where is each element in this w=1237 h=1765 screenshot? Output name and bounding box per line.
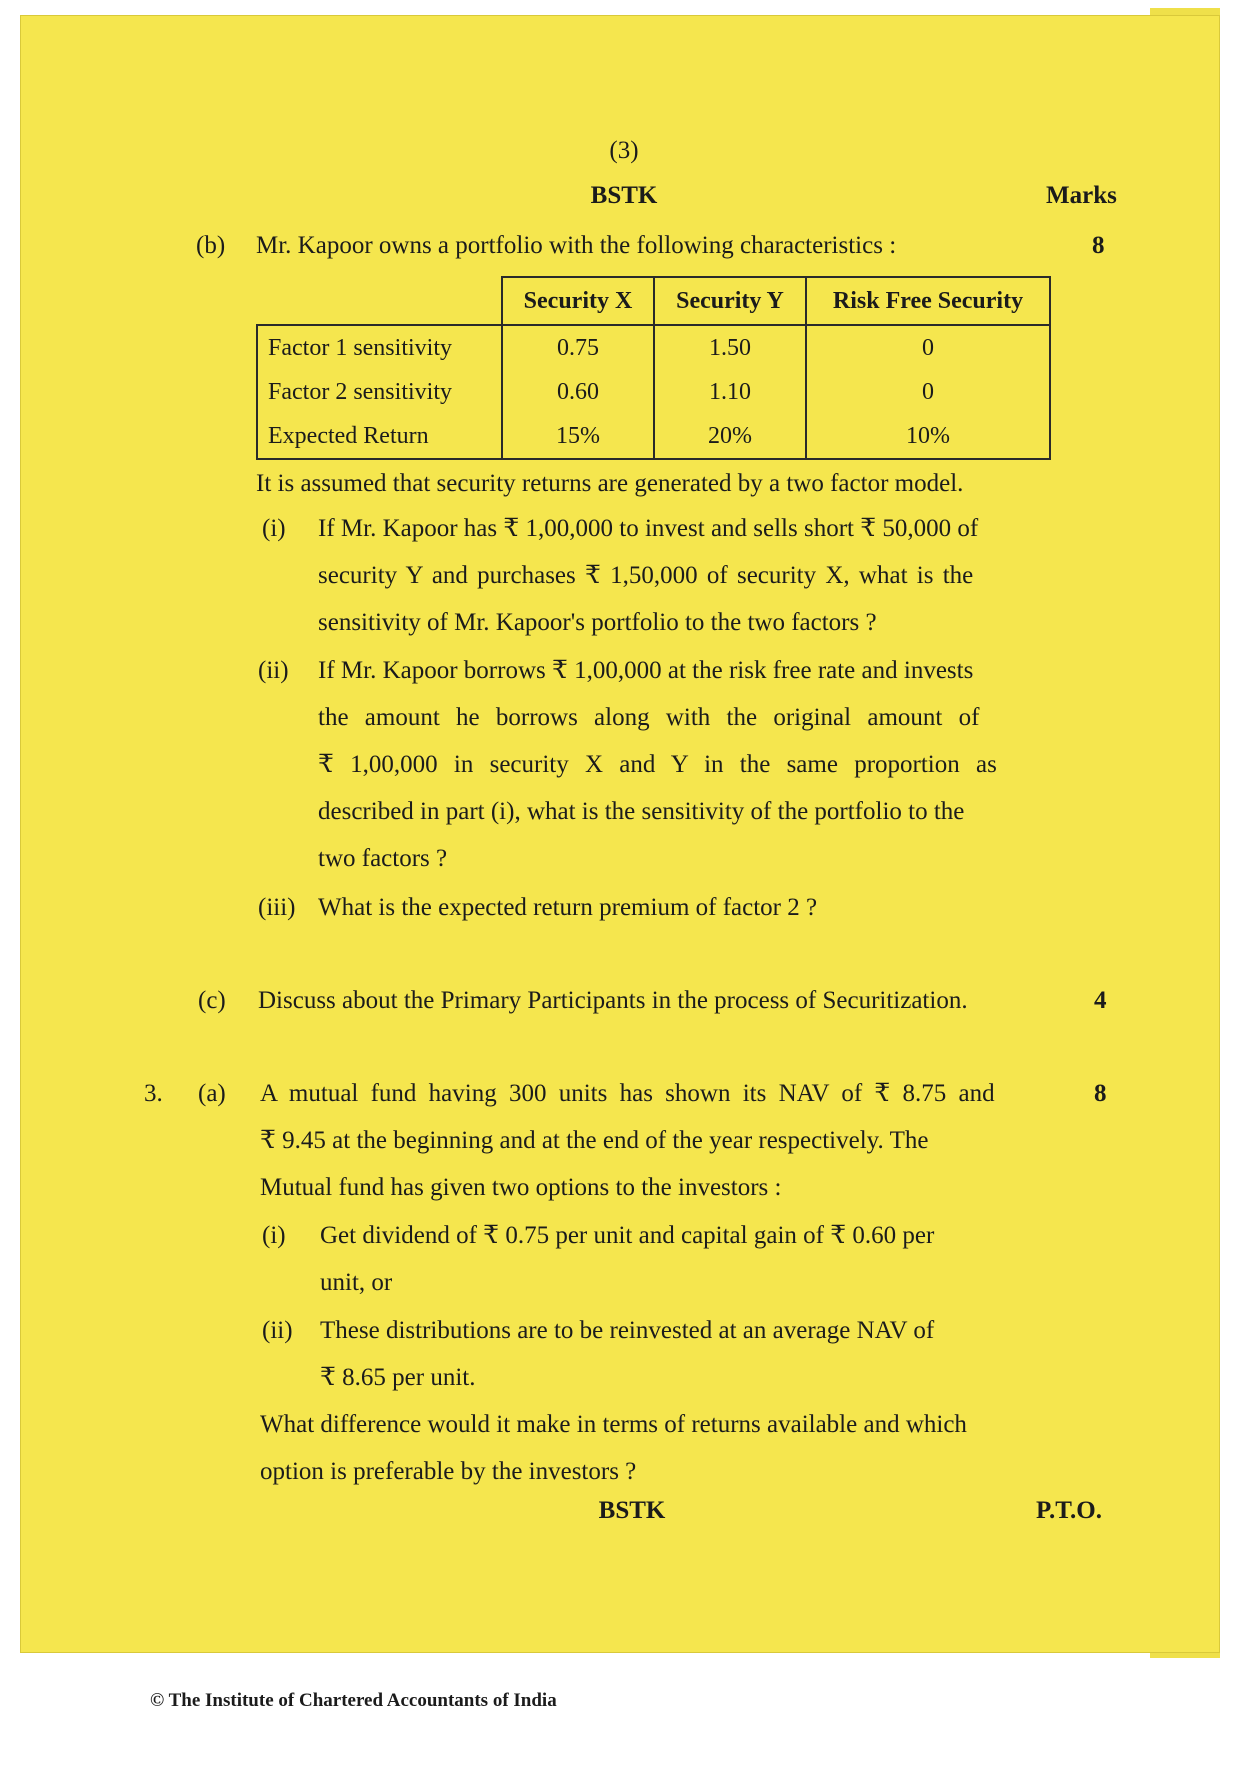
- table-row: [257, 325, 1050, 370]
- pto-label: P.T.O.: [1036, 1497, 1102, 1524]
- q3a-option-ii-label: (ii): [262, 1317, 293, 1344]
- q2b-part-iii-text: What is the expected return premium of factor 2 ?: [318, 894, 818, 921]
- table-cell: 0.60: [502, 370, 654, 414]
- table-cell: 0.75: [502, 325, 654, 370]
- table-cell: 10%: [806, 414, 1050, 459]
- table-cell: 20%: [654, 414, 806, 459]
- table-header-row: [257, 277, 1050, 325]
- table-row: [257, 370, 1050, 414]
- table-cell: 15%: [502, 414, 654, 459]
- table-header-cell: Security X: [502, 277, 654, 325]
- q2c-marks: 4: [1094, 987, 1107, 1014]
- table-header-cell: Risk Free Security: [806, 277, 1050, 325]
- portfolio-characteristics-table: [256, 276, 1051, 460]
- copyright-notice: © The Institute of Chartered Accountants of India: [150, 1690, 557, 1711]
- table-header-cell: Security Y: [654, 277, 806, 325]
- q3a-option-ii-text: These distributions are to be reinvested at an average NAV of ₹ 8.65 per unit.: [320, 1317, 935, 1391]
- q2b-label: (b): [196, 232, 226, 259]
- table-cell: Factor 2 sensitivity: [257, 370, 502, 414]
- q2c-text: Discuss about the Primary Participants in the process of Securitization.: [258, 987, 968, 1014]
- q3a-stem: A mutual fund having 300 units has shown its NAV of ₹ 8.75 and ₹ 9.45 at the beginning and at the end of the year respectively. The Mutual fund has given two options to the investors :: [260, 1080, 995, 1201]
- page-number: (3): [609, 137, 639, 164]
- q3a-label: (a): [198, 1080, 226, 1107]
- q2b-marks: 8: [1092, 232, 1105, 259]
- q2b-part-ii-label: (ii): [258, 657, 289, 684]
- table-cell: Factor 1 sensitivity: [257, 325, 502, 370]
- table-row: [257, 414, 1050, 459]
- q2b-part-ii-text: If Mr. Kapoor borrows ₹ 1,00,000 at the risk free rate and invests the amount he borrows along with the original amount of ₹ 1,00,000 in security X and Y in the same proportion as described in part (i), what is the sensitivity of the portfolio to the two factors ?: [318, 657, 997, 872]
- q2b-part-i-label: (i): [262, 515, 286, 542]
- q3a-option-i-text: Get dividend of ₹ 0.75 per unit and capital gain of ₹ 0.60 per unit, or: [320, 1222, 935, 1296]
- q2b-assumption: It is assumed that security returns are generated by a two factor model.: [256, 470, 964, 497]
- q3a-option-i-label: (i): [262, 1222, 286, 1249]
- q3a-marks: 8: [1094, 1080, 1107, 1107]
- marks-heading: Marks: [1046, 182, 1117, 209]
- table-header-cell: [257, 277, 502, 325]
- q3-number: 3.: [144, 1080, 163, 1107]
- table-cell: 1.50: [654, 325, 806, 370]
- table-cell: 0: [806, 370, 1050, 414]
- paper-code: BSTK: [590, 182, 658, 209]
- table-cell: 0: [806, 325, 1050, 370]
- q2b-part-i-text: If Mr. Kapoor has ₹ 1,00,000 to invest and sells short ₹ 50,000 of security Y and purchases ₹ 1,50,000 of security X, what is the sensitivity of Mr. Kapoor's portfolio to the two factors ?: [318, 515, 979, 636]
- table-cell: Expected Return: [257, 414, 502, 459]
- q3a-question: What difference would it make in terms of returns available and which option is preferable by the investors ?: [260, 1411, 967, 1485]
- table-cell: 1.10: [654, 370, 806, 414]
- footer-paper-code: BSTK: [598, 1497, 666, 1524]
- q2b-intro: Mr. Kapoor owns a portfolio with the following characteristics :: [256, 232, 897, 259]
- q2c-label: (c): [198, 987, 226, 1014]
- q2b-part-iii-label: (iii): [258, 894, 296, 921]
